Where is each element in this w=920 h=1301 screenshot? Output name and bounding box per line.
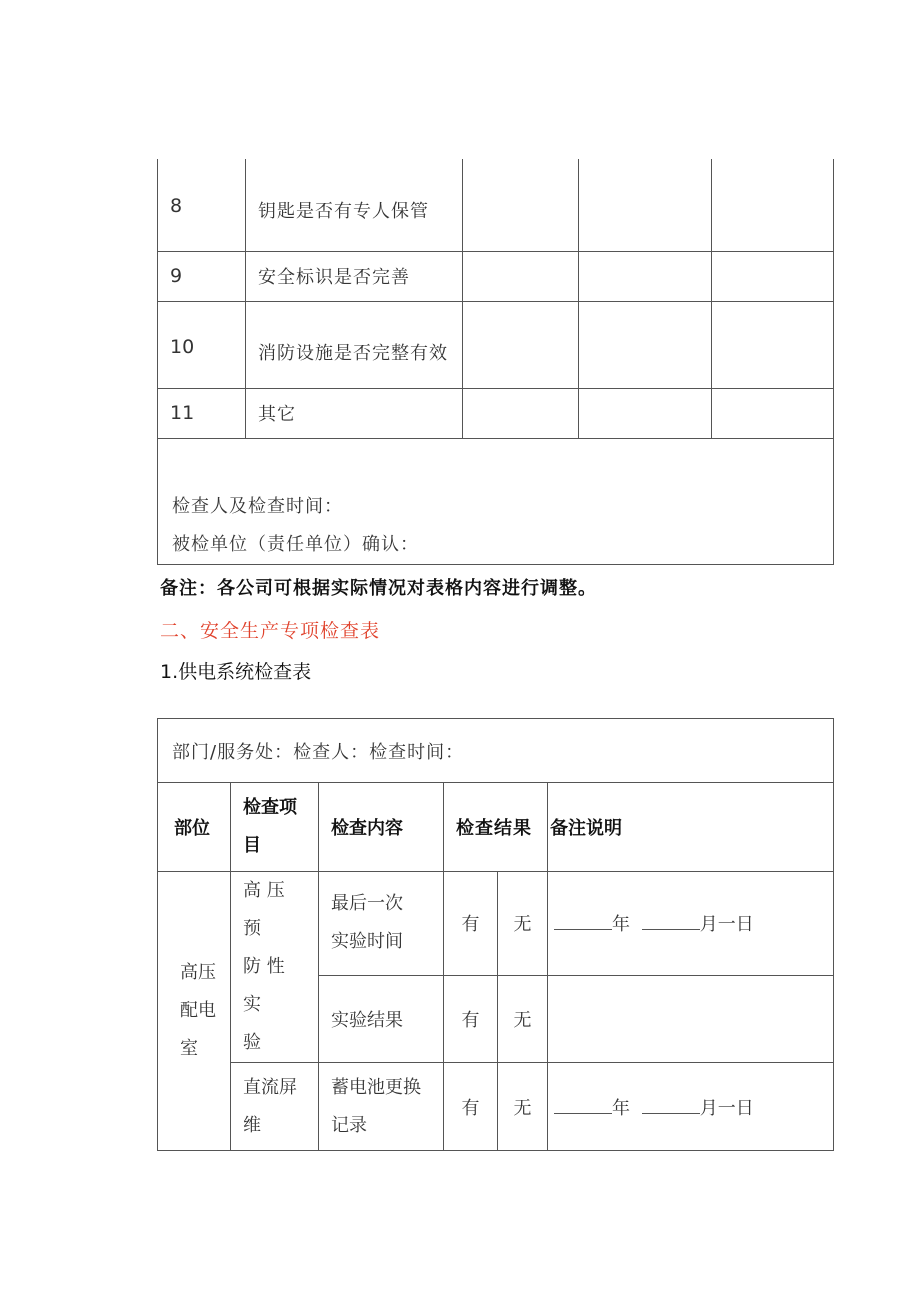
header-result: 检查结果 <box>444 783 548 872</box>
year-blank <box>554 1097 612 1114</box>
content-line1: 蓄电池更换 <box>331 1076 421 1098</box>
inspector-line: 检查人及检查时间： <box>172 495 343 517</box>
row-number: 10 <box>158 301 246 388</box>
content-cell: 实验结果 <box>319 975 444 1062</box>
item-group-line3: 验 <box>243 1032 261 1053</box>
signature-cell <box>158 438 834 564</box>
power-supply-inspection-table <box>157 718 834 1151</box>
header-remark: 备注说明 <box>548 783 834 872</box>
result-yes: 有 <box>444 975 498 1062</box>
table-row <box>158 1063 834 1151</box>
row-number: 8 <box>158 159 246 251</box>
content-line1: 最后一次 <box>331 893 403 915</box>
header-item-line2: 目 <box>243 835 261 856</box>
year-label: 年 <box>612 914 630 936</box>
month-day-label: 月一日 <box>699 1097 754 1119</box>
header-content: 检查内容 <box>319 783 444 872</box>
table-note: 备注：各公司可根据实际情况对表格内容进行调整。 <box>160 578 597 599</box>
result-no: 无 <box>498 975 548 1062</box>
date-cell <box>548 1063 834 1151</box>
month-day-label: 月一日 <box>699 914 754 936</box>
table-row <box>158 872 834 976</box>
subsection-title: 1.供电系统检查表 <box>160 661 312 683</box>
result-yes: 有 <box>444 1063 498 1151</box>
row-cell <box>712 159 834 251</box>
month-blank <box>642 913 700 930</box>
row-item: 消防设施是否完整有效 <box>246 301 463 388</box>
content-line2: 实验时间 <box>331 931 403 953</box>
content-line2: 记录 <box>331 1114 367 1136</box>
row-cell <box>579 251 712 301</box>
row-number: 11 <box>158 388 246 438</box>
content-cell <box>319 872 444 976</box>
row-cell <box>579 159 712 251</box>
table-row <box>158 159 834 251</box>
row-cell <box>463 251 579 301</box>
result-yes: 有 <box>444 872 498 976</box>
row-item: 钥匙是否有专人保管 <box>246 159 463 251</box>
signature-row <box>158 438 834 564</box>
row-item: 安全标识是否完善 <box>246 251 463 301</box>
location-cell <box>158 872 231 1151</box>
content-cell <box>319 1063 444 1151</box>
header-row <box>158 783 834 872</box>
header-item-line1: 检查项 <box>243 797 297 818</box>
meta-row <box>158 719 834 783</box>
date-cell <box>548 872 834 976</box>
checklist-table-continued <box>157 159 834 565</box>
table-row <box>158 388 834 438</box>
remark-cell <box>548 975 834 1062</box>
table-row <box>158 251 834 301</box>
month-blank <box>642 1097 700 1114</box>
item-group-line2: 维 <box>243 1114 261 1136</box>
row-cell <box>463 301 579 388</box>
row-cell <box>579 388 712 438</box>
item-group-line2: 防 性 实 <box>243 956 285 1015</box>
result-no: 无 <box>498 872 548 976</box>
header-item <box>231 783 319 872</box>
row-cell <box>579 301 712 388</box>
row-item: 其它 <box>246 388 463 438</box>
row-number: 9 <box>158 251 246 301</box>
header-location: 部位 <box>158 783 231 872</box>
location-line2: 配电 <box>180 1000 216 1021</box>
row-cell <box>712 301 834 388</box>
location-line3: 室 <box>180 1038 198 1059</box>
item-group-line1: 直流屏 <box>243 1076 297 1098</box>
row-cell <box>463 388 579 438</box>
item-group-cell <box>231 872 319 1063</box>
year-blank <box>554 913 612 930</box>
row-cell <box>712 251 834 301</box>
confirm-line: 被检单位（责任单位）确认： <box>172 533 419 555</box>
result-no: 无 <box>498 1063 548 1151</box>
table-row <box>158 301 834 388</box>
row-cell <box>463 159 579 251</box>
item-group-cell <box>231 1063 319 1151</box>
section-title: 二、安全生产专项检查表 <box>160 620 381 642</box>
location-line1: 高压 <box>180 962 216 983</box>
row-cell <box>712 388 834 438</box>
item-group-line1: 高 压 预 <box>243 880 285 939</box>
year-label: 年 <box>612 1097 630 1119</box>
meta-info: 部门/服务处：检查人：检查时间： <box>158 719 834 783</box>
